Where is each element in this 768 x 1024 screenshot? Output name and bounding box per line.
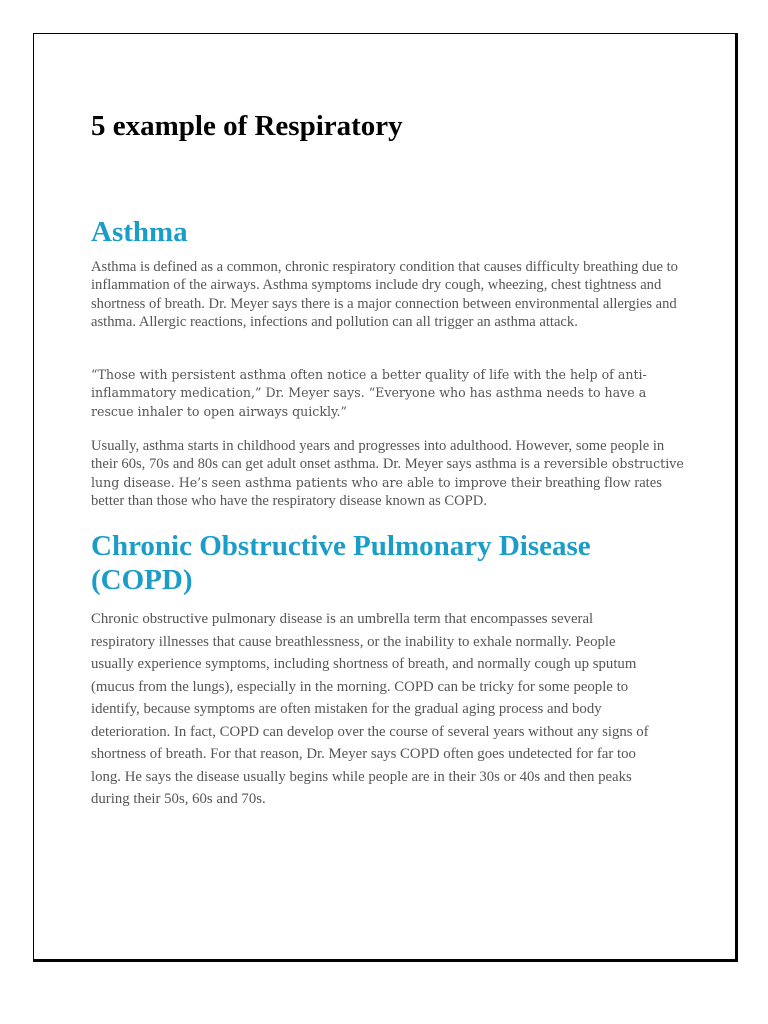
section-heading-copd: Chronic Obstructive Pulmonary Disease (COPD) (91, 530, 591, 596)
section-heading-asthma: Asthma (91, 216, 188, 248)
asthma-paragraph-onset (91, 437, 691, 510)
asthma-onset-text: Usually, asthma starts in childhood years and progresses into adulthood. However, some people in their 60s, 70s and 80s can get adult onset asthma. Dr. Meyer says asthma is a (91, 438, 665, 473)
document-title: 5 example of Respiratory (91, 110, 403, 142)
asthma-paragraph-definition: Asthma is defined as a common, chronic respiratory condition that causes difficulty breathing due to inflammation of the airways. Asthma symptoms include dry cough, wheezing, chest tightness and shortness of breath. Dr. Meyer says there is a major connection between environmental allergies and asthma. Allergic reactions, infections and pollution can all trigger an asthma attack. (91, 259, 678, 330)
asthma-onset-text-continued: reversible obstructive lung disease. He’s seen asthma patients who are able to improve their (91, 456, 684, 490)
document-page (33, 33, 738, 962)
copd-paragraph: Chronic obstructive pulmonary disease is an umbrella term that encompasses several respiratory illnesses that cause breathlessness, or the inability to exhale normally. People usually experience symptoms, including shortness of breath, and normally cough up sputum (mucus from the lungs), especially in the morning. COPD can be tricky for some people to identify, because symptoms are often mistaken for the gradual aging process and body deterioration. In fact, COPD can develop over the course of several years without any signs of shortness of breath. For that reason, Dr. Meyer says COPD often goes undetected for far too long. He says the disease usually begins while people are in their 30s or 40s and then peaks during their 50s, 60s and 70s. (91, 611, 649, 807)
asthma-onset-text-end: breathing flow rates better than those who have the respiratory disease known as COPD. (91, 474, 662, 509)
asthma-paragraph-quote: “Those with persistent asthma often notice a better quality of life with the help of anti-inflammatory medication,” Dr. Meyer says. “Everyone who has asthma needs to have a rescue inhaler to open airways quickly.” (91, 367, 647, 419)
